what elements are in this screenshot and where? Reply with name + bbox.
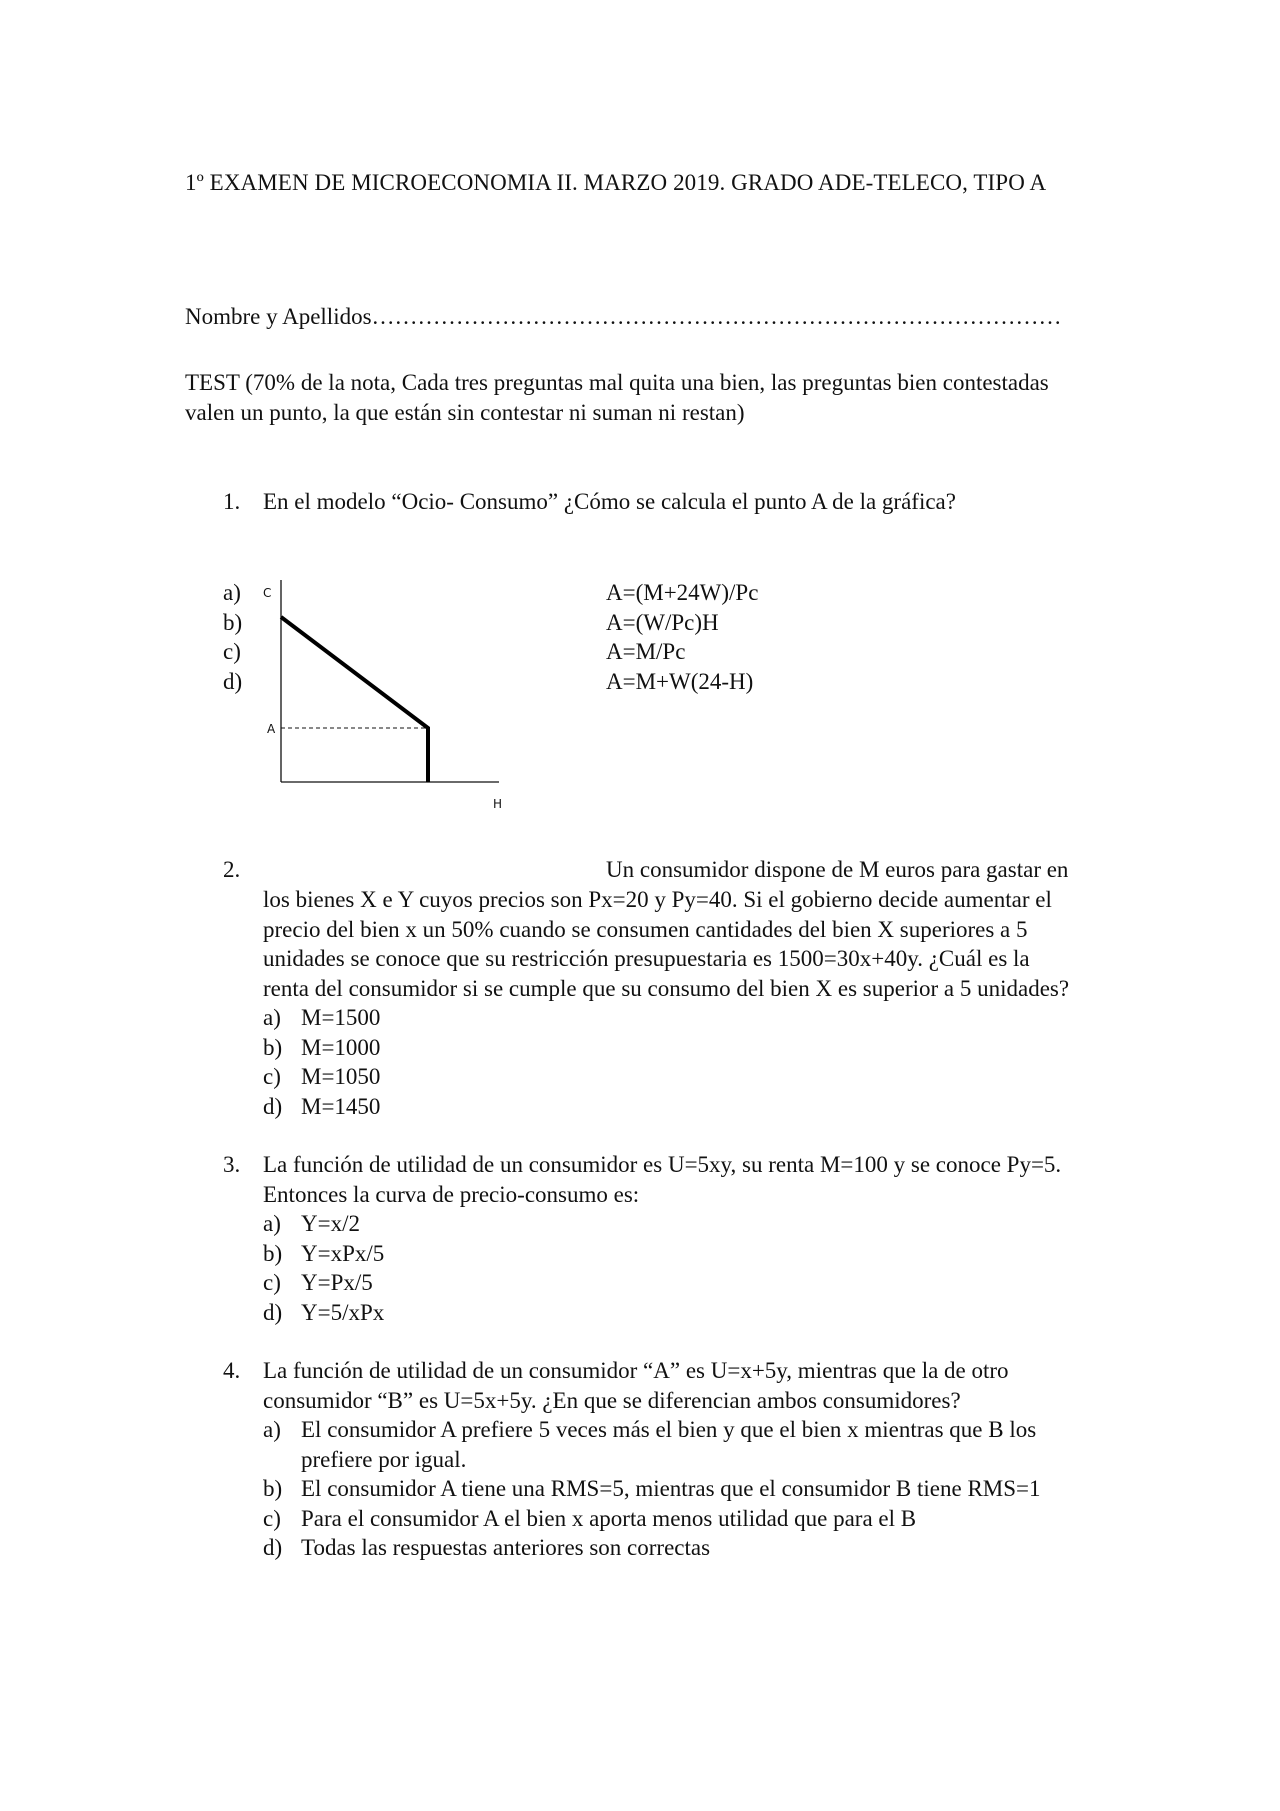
option-text: El consumidor A prefiere 5 veces más el bien y que el bien x mientras que B los prefiere por igual. — [301, 1417, 1037, 1472]
option-letter: d) — [223, 668, 243, 694]
option-text: Y=xPx/5 — [301, 1240, 385, 1266]
question-number: 4. — [223, 1358, 241, 1383]
option-item — [263, 1062, 1069, 1092]
option-letter: c) — [263, 1064, 281, 1089]
question-text-line: La función de utilidad de un consumidor “A” es U=x+5y, mientras que la de otro — [263, 1358, 1009, 1383]
option-letter: a) — [263, 1211, 281, 1236]
ocio-consumo-graph — [255, 580, 503, 815]
question-text-line: Entonces la curva de precio-consumo es: — [263, 1181, 640, 1207]
question-text: En el modelo “Ocio- Consumo” ¿Cómo se calcula el punto A de la gráfica? — [263, 489, 956, 514]
question-4 — [223, 1356, 1071, 1563]
question-2-number: 2. — [223, 857, 241, 882]
option-item — [263, 1092, 1069, 1122]
question-text-line: los bienes X e Y cuyos precios son Px=20 y Py=40. Si el gobierno decide aumentar el — [263, 887, 1052, 912]
option-text: M=1050 — [301, 1064, 381, 1089]
question-text-line: renta del consumidor si se cumple que su consumo del bien X es superior a 5 unidades? — [263, 975, 1070, 1001]
y-axis-label: C — [263, 586, 272, 600]
option-text: A=(W/Pc)H — [606, 609, 719, 635]
point-a-label: A — [267, 722, 276, 736]
option-letter: b) — [263, 1034, 283, 1060]
question-2 — [263, 885, 1069, 1121]
option-item — [263, 1533, 1071, 1563]
question-2-first-line: Un consumidor dispone de M euros para gastar en — [606, 857, 1069, 882]
option-item — [263, 1033, 1069, 1063]
question-number: 3. — [223, 1152, 241, 1177]
option-text: A=M/Pc — [606, 639, 686, 664]
option-text: El consumidor A tiene una RMS=5, mientras que el consumidor B tiene RMS=1 — [301, 1476, 1041, 1501]
option-letter: b) — [263, 1476, 283, 1501]
option-item — [263, 1268, 1061, 1298]
option-letter: c) — [223, 639, 241, 664]
question-number: 1. — [223, 489, 241, 514]
option-text: M=1000 — [301, 1034, 381, 1060]
option-letter: b) — [263, 1240, 283, 1266]
question-text-line: unidades se conoce que su restricción presupuestaria es 1500=30x+40y. ¿Cuál es la — [263, 946, 1030, 971]
instructions-line-1: TEST (70% de la nota, Cada tres preguntas mal quita una bien, las preguntas bien contestadas — [185, 370, 1049, 395]
option-text: M=1450 — [301, 1093, 381, 1119]
option-letter: a) — [263, 1417, 281, 1442]
test-instructions — [185, 368, 1049, 427]
option-letter: b) — [223, 609, 243, 635]
option-text: Todas las respuestas anteriores son correctas — [301, 1535, 711, 1560]
option-text: Y=5/xPx — [301, 1299, 385, 1325]
option-text: Para el consumidor A el bien x aporta menos utilidad que para el B — [301, 1505, 917, 1531]
option-item — [263, 1239, 1061, 1269]
option-text: Y=Px/5 — [301, 1270, 373, 1295]
x-axis-label: H — [493, 797, 503, 811]
option-item — [263, 1209, 1061, 1239]
option-text: M=1500 — [301, 1005, 381, 1030]
option-letter: d) — [263, 1093, 283, 1119]
option-letter: a) — [263, 1005, 281, 1030]
question-3 — [223, 1150, 1061, 1327]
question-text-line: La función de utilidad de un consumidor es U=5xy, su renta M=100 y se conoce Py=5. — [263, 1152, 1062, 1177]
option-letter: c) — [263, 1270, 281, 1295]
name-field-label: Nombre y Apellidos……………………………………………………………………………… — [185, 304, 1062, 329]
option-letter: c) — [263, 1505, 281, 1531]
question-text-line: precio del bien x un 50% cuando se consumen cantidades del bien X superiores a 5 — [263, 916, 1028, 942]
question-text-line: consumidor “B” es U=5x+5y. ¿En que se diferencian ambos consumidores? — [263, 1387, 961, 1413]
page-title: 1º EXAMEN DE MICROECONOMIA II. MARZO 2019. GRADO ADE-TELECO, TIPO A — [185, 170, 1047, 195]
question-1-options — [606, 578, 758, 696]
question-1-option-letters — [223, 578, 242, 696]
option-text: A=M+W(24-H) — [606, 668, 754, 694]
budget-constraint-line — [281, 617, 428, 782]
option-item — [263, 1415, 1071, 1474]
option-item — [263, 1003, 1069, 1033]
instructions-line-2: valen un punto, la que están sin contestar ni suman ni restan) — [185, 399, 745, 425]
option-letter: d) — [263, 1299, 283, 1325]
question-1 — [223, 487, 956, 517]
option-text: A=(M+24W)/Pc — [606, 580, 759, 605]
option-text: Y=x/2 — [301, 1211, 360, 1236]
option-letter: a) — [223, 580, 241, 605]
option-item — [263, 1298, 1061, 1328]
option-letter: d) — [263, 1535, 283, 1560]
option-item — [263, 1504, 1071, 1534]
option-item — [263, 1474, 1071, 1504]
